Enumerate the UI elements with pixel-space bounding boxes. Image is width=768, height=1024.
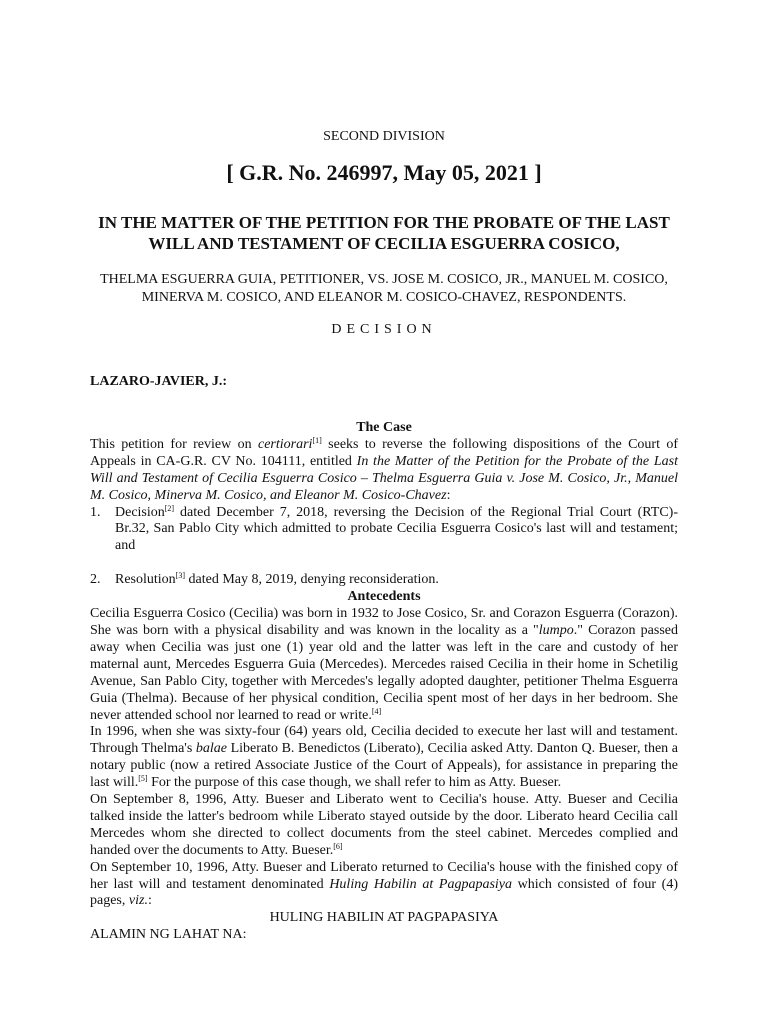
case-paragraph <box>90 437 678 505</box>
text-run: Resolution <box>115 572 176 588</box>
text-run: On September 8, 1996, Atty. Bueser and Liberato went to Cecilia's house. Atty. Bueser and Cecilia talked inside the latter's bedroom while Liberato stayed outside by the door. Liberato heard Cecilia call Mercedes whom she directed to collect documents from the steel cabinet. Mercedes complied and handed over the documents to Atty. Bueser. <box>90 792 678 858</box>
text-run: dated December 7, 2018, reversing the Decision of the Regional Trial Court (RTC)-Br.32, San Pablo City which admitted to probate Cecilia Esguerra Cosico's last will and testament; and <box>115 504 678 554</box>
footnote-ref-5[interactable]: [5] <box>138 774 148 784</box>
text-run: On September 10, 1996, Atty. Bueser and Liberato returned to Cecilia's house with the finished copy of her last will and testament denominated <box>90 859 678 892</box>
list-item <box>90 572 678 589</box>
text-run: For the purpose of this case though, we shall refer to him as Atty. Bueser. <box>147 775 562 791</box>
text-run: ." Corazon passed away when Cecilia was just one (1) year old and the latter was left in the care and custody of her maternal aunt, Mercedes Esguerra Guia (Mercedes). Mercedes raised Cecilia in their home in Schetilig Avenue, San Pablo City, together with Mercedes's legally adopted daughter, petitioner Thelma Esguerra Guia (Thelma). Because of her physical condition, Cecilia spent most of her days in her bedroom. She never attended school nor learned to read or write. <box>90 622 678 723</box>
italic-case-title: In the Matter of the Petition for the Probate of the Last Will and Testament of Cecilia Esguerra Cosico – Thelma Esguerra Guia v. Jose M. Cosico, Jr., Manuel M. Cosico, Minerva M. Cosico, and Eleanor M. Cosico-Chavez <box>90 453 678 503</box>
list-item <box>90 505 678 556</box>
spacer <box>90 555 678 572</box>
text-run: This petition for review on <box>90 436 258 452</box>
footnote-ref-2[interactable]: [2] <box>164 503 175 513</box>
case-title: IN THE MATTER OF THE PETITION FOR THE PROBATE OF THE LAST WILL AND TESTAMENT OF CECILIA ESGUERRA COSICO, <box>98 213 670 253</box>
text-run: dated May 8, 2019, denying reconsideration. <box>185 572 439 588</box>
text-run: which consisted of four (4) pages, <box>90 876 678 909</box>
list-text <box>115 505 678 556</box>
italic-text: viz. <box>128 893 148 909</box>
footnote-ref-4[interactable]: [4] <box>371 706 382 716</box>
paragraph <box>90 724 678 792</box>
division-label: SECOND DIVISION <box>323 129 445 144</box>
text-run: Cecilia Esguerra Cosico (Cecilia) was born in 1932 to Jose Cosico, Sr. and Corazon Esguerra (Corazon). She was born with a physical disability and was known in the locality as a " <box>90 606 678 638</box>
will-heading: HULING HABILIN AT PAGPAPASIYA <box>269 910 499 926</box>
paragraph <box>90 606 678 724</box>
section-heading-the-case: The Case <box>356 420 412 435</box>
section-heading-antecedents: Antecedents <box>347 589 421 605</box>
italic-text: balae <box>195 741 227 757</box>
will-opening: ALAMIN NG LAHAT NA: <box>90 927 247 943</box>
decision-label: DECISION <box>331 322 437 337</box>
decision-body <box>90 420 678 944</box>
list-number: 2. <box>90 572 101 588</box>
case-parties: THELMA ESGUERRA GUIA, PETITIONER, VS. JOSE M. COSICO, JR., MANUEL M. COSICO, MINERVA M. COSICO, AND ELEANOR M. COSICO-CHAVEZ, RESPONDENTS. <box>100 272 668 305</box>
footnote-ref-1[interactable]: [1] <box>312 435 322 445</box>
footnote-ref-3[interactable]: [3] <box>175 571 185 581</box>
text-run: Decision <box>115 504 165 520</box>
text-run: Liberato B. Benedictos (Liberato), Cecilia asked Atty. Danton Q. Bueser, then a notary public (now a retired Associate Justice of the Court of Appeals), for assistance in preparing the last will. <box>90 741 678 791</box>
italic-text: lumpo <box>538 622 574 638</box>
paragraph <box>90 792 678 860</box>
text-run: : <box>147 893 152 909</box>
list-text <box>115 572 678 589</box>
text-run: : <box>446 487 451 503</box>
case-number: [ G.R. No. 246997, May 05, 2021 ] <box>226 160 542 185</box>
italic-text: certiorari <box>258 436 313 452</box>
text-run: seeks to reverse the following dispositions of the Court of Appeals in CA-G.R. CV No. 104111, entitled <box>90 436 678 469</box>
ponente: LAZARO-JAVIER, J.: <box>90 374 228 389</box>
italic-text: Huling Habilin at Pagpapasiya <box>329 876 512 892</box>
list-number: 1. <box>90 504 101 520</box>
footnote-ref-6[interactable]: [6] <box>333 841 343 851</box>
paragraph <box>90 860 678 911</box>
text-run: In 1996, when she was sixty-four (64) years old, Cecilia decided to execute her last will and testament. Through Thelma's <box>90 724 678 757</box>
